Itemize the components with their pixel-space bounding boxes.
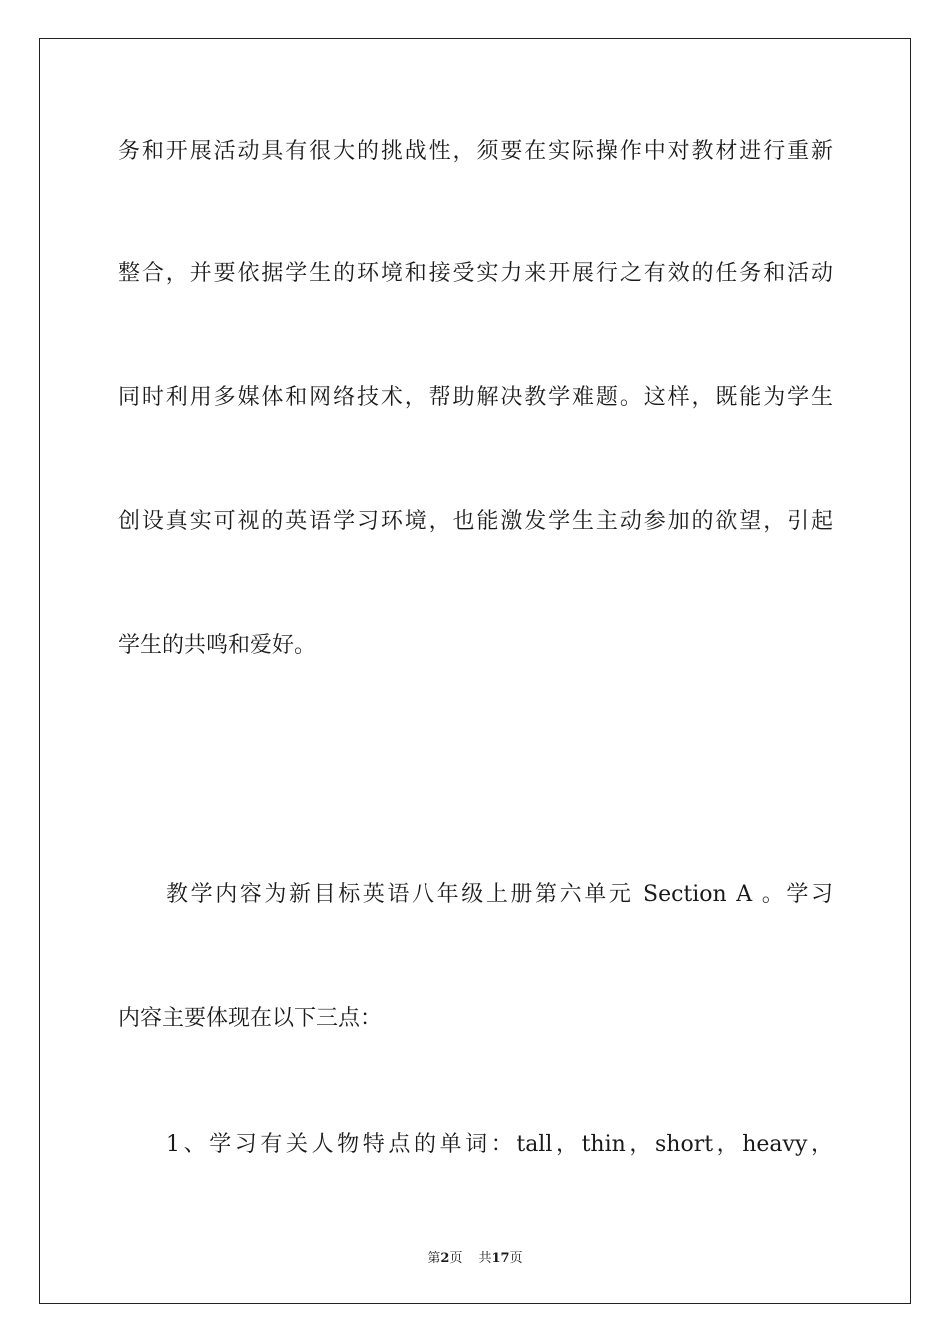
body-text-line: 内容主要体现在以下三点：: [118, 1006, 383, 1031]
body-text-line: 学生的共鸣和爱好。: [118, 633, 317, 658]
page-prefix: 第: [427, 1251, 441, 1266]
page-border: [39, 38, 911, 1304]
body-text-line: 创设真实可视的英语学习环境，也能激发学生主动参加的欲望，引起: [118, 509, 833, 534]
total-prefix: 共: [478, 1251, 492, 1266]
total-pages: 17: [491, 1251, 510, 1266]
page-suffix: 页: [449, 1251, 463, 1266]
body-text-line: 同时利用多媒体和网络技术，帮助解决教学难题。这样，既能为学生: [118, 385, 833, 410]
total-suffix: 页: [509, 1251, 523, 1266]
body-text-line: 整合，并要依据学生的环境和接受实力来开展行之有效的任务和活动: [118, 261, 833, 286]
page-number: 2: [440, 1251, 450, 1266]
body-text-line: 1、学习有关人物特点的单词：tall，thin，short，heavy，: [166, 1132, 833, 1157]
body-text-line: 教学内容为新目标英语八年级上册第六单元 Section A 。学习: [166, 882, 833, 907]
page-footer: [0, 1247, 950, 1266]
body-text-line: 务和开展活动具有很大的挑战性，须要在实际操作中对教材进行重新: [118, 139, 833, 164]
